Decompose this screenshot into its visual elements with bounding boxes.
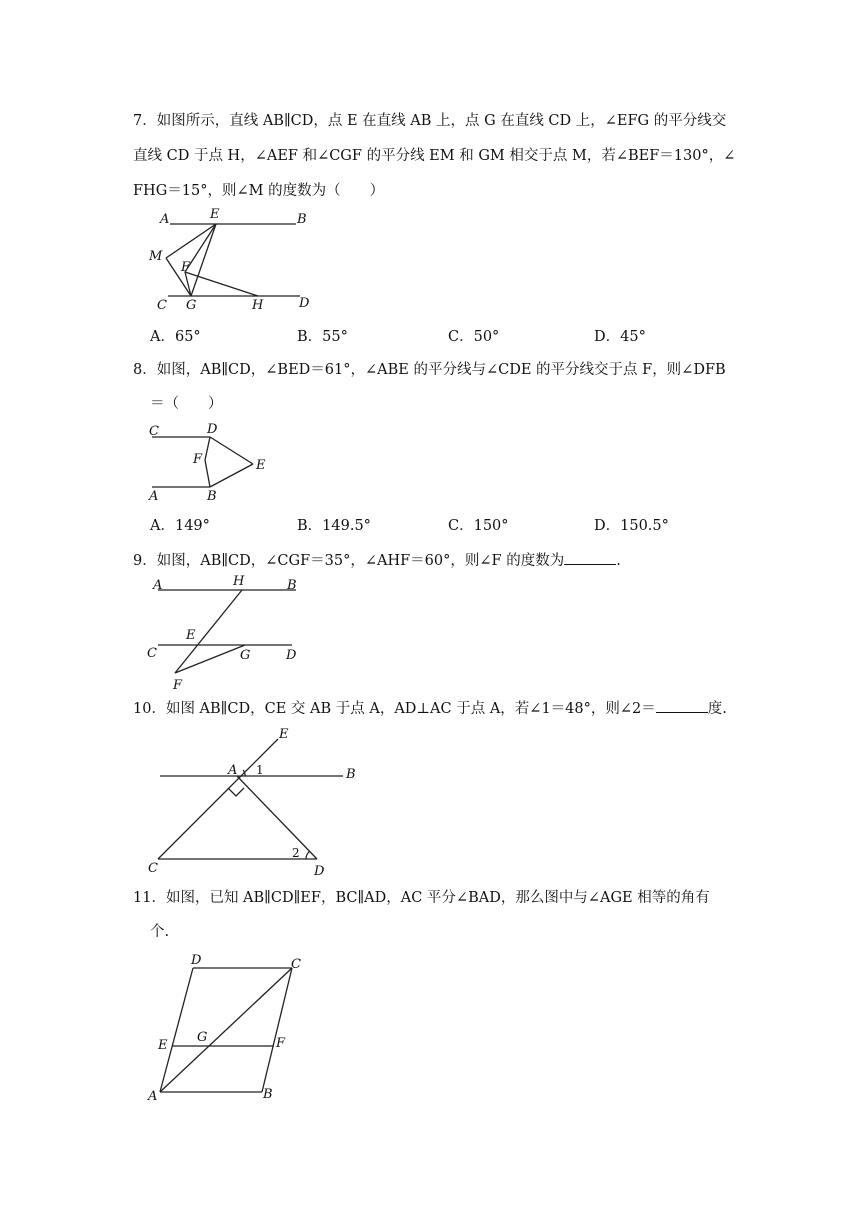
segment-fh — [185, 272, 258, 296]
q7-option-d: D．45° — [594, 329, 646, 345]
q9-answer-blank[interactable] — [564, 550, 616, 565]
q7-label-f: F — [181, 260, 191, 275]
q9-label-g: G — [240, 648, 251, 663]
q7-option-b: B．55° — [297, 329, 348, 345]
right-angle-mark — [228, 788, 244, 796]
q9-label-f: F — [173, 678, 183, 693]
q10-label-b: B — [346, 767, 356, 782]
q11-label-g: G — [197, 1030, 208, 1045]
q9-label-c: C — [147, 646, 157, 661]
q9-label-d: D — [286, 648, 297, 663]
q11-label-d: D — [191, 953, 202, 968]
q10-label-e: E — [279, 727, 289, 742]
q10-label-c: C — [148, 861, 158, 876]
q8-label-e: E — [256, 458, 266, 473]
q9-label-a: A — [153, 578, 163, 593]
q10-stem-end: 度. — [707, 701, 727, 717]
q9-label-b: B — [287, 578, 297, 593]
q8-figure — [140, 415, 280, 510]
q10-label-d: D — [314, 864, 325, 879]
q10-label-1: 1 — [256, 763, 264, 777]
q11-text-line2: 个. — [150, 924, 170, 940]
q7-label-m: M — [149, 249, 163, 264]
segment-bc — [262, 968, 292, 1092]
q7-label-e: E — [210, 207, 220, 222]
q7-label-c: C — [157, 298, 167, 313]
q8-text-line2: ＝（ ） — [150, 396, 223, 412]
q11-label-b: B — [263, 1087, 273, 1102]
q8-label-a: A — [149, 489, 159, 504]
segment-eg — [191, 224, 216, 296]
q10-stem: 10．如图 AB∥CD，CE 交 AB 于点 A，AD⊥AC 于点 A，若∠1＝48°，则∠2＝ — [133, 701, 656, 717]
q8-option-c: C．150° — [448, 518, 509, 534]
q9-label-h: H — [233, 574, 245, 589]
segment-em — [166, 224, 216, 258]
q11-label-c: C — [291, 957, 301, 972]
q11-text-line1: 11．如图，已知 AB∥CD∥EF，BC∥AD，AC 平分∠BAD，那么图中与∠AGE 相等的角有 — [133, 890, 710, 906]
q7-label-g: G — [186, 298, 197, 313]
segment-de — [210, 437, 253, 464]
q7-figure — [140, 200, 330, 320]
q8-label-d: D — [207, 422, 218, 437]
segment-df — [205, 437, 210, 460]
q7-text-line1: 7．如图所示，直线 AB∥CD，点 E 在直线 AB 上，点 G 在直线 CD 上，∠EFG 的平分线交 — [133, 113, 727, 129]
q11-label-e: E — [158, 1038, 168, 1053]
angle-2-arc — [306, 851, 310, 859]
q7-label-a: A — [160, 212, 170, 227]
q10-figure — [140, 720, 370, 880]
q10-text-line1 — [133, 698, 727, 719]
q7-text-line2: 直线 CD 于点 H，∠AEF 和∠CGF 的平分线 EM 和 GM 相交于点 M，若∠BEF＝130°，∠ — [133, 148, 736, 164]
q8-label-f: F — [193, 452, 203, 467]
q9-label-e: E — [186, 628, 196, 643]
q9-stem-end: . — [616, 553, 621, 569]
q8-text-line1: 8．如图，AB∥CD，∠BED＝61°，∠ABE 的平分线与∠CDE 的平分线交于点 F，则∠DFB — [133, 362, 726, 378]
q7-text-line3: FHG＝15°，则∠M 的度数为（ ） — [133, 183, 385, 199]
q7-label-h: H — [252, 298, 264, 313]
q8-label-c: C — [149, 424, 159, 439]
q9-text-line1 — [133, 550, 621, 571]
q10-answer-blank[interactable] — [656, 698, 708, 713]
q8-label-b: B — [207, 489, 217, 504]
q9-figure — [140, 570, 310, 695]
q7-option-c: C．50° — [448, 329, 500, 345]
diagonal-ac — [160, 968, 292, 1092]
q7-label-b: B — [297, 212, 307, 227]
q8-option-a: A．149° — [150, 518, 210, 534]
q10-label-2: 2 — [292, 846, 300, 860]
q11-label-f: F — [276, 1036, 286, 1051]
segment-ad — [160, 968, 193, 1092]
segment-ad — [237, 776, 317, 859]
segment-eb — [210, 464, 253, 487]
q8-option-b: B．149.5° — [297, 518, 371, 534]
q10-label-a: A — [228, 763, 238, 778]
q7-option-a: A．65° — [150, 329, 201, 345]
segment-fb — [205, 460, 210, 487]
q8-option-d: D．150.5° — [594, 518, 669, 534]
q9-stem: 9．如图，AB∥CD，∠CGF＝35°，∠AHF＝60°，则∠F 的度数为 — [133, 553, 565, 569]
q11-figure — [140, 945, 320, 1105]
q7-label-d: D — [299, 296, 310, 311]
q11-label-a: A — [148, 1089, 158, 1104]
